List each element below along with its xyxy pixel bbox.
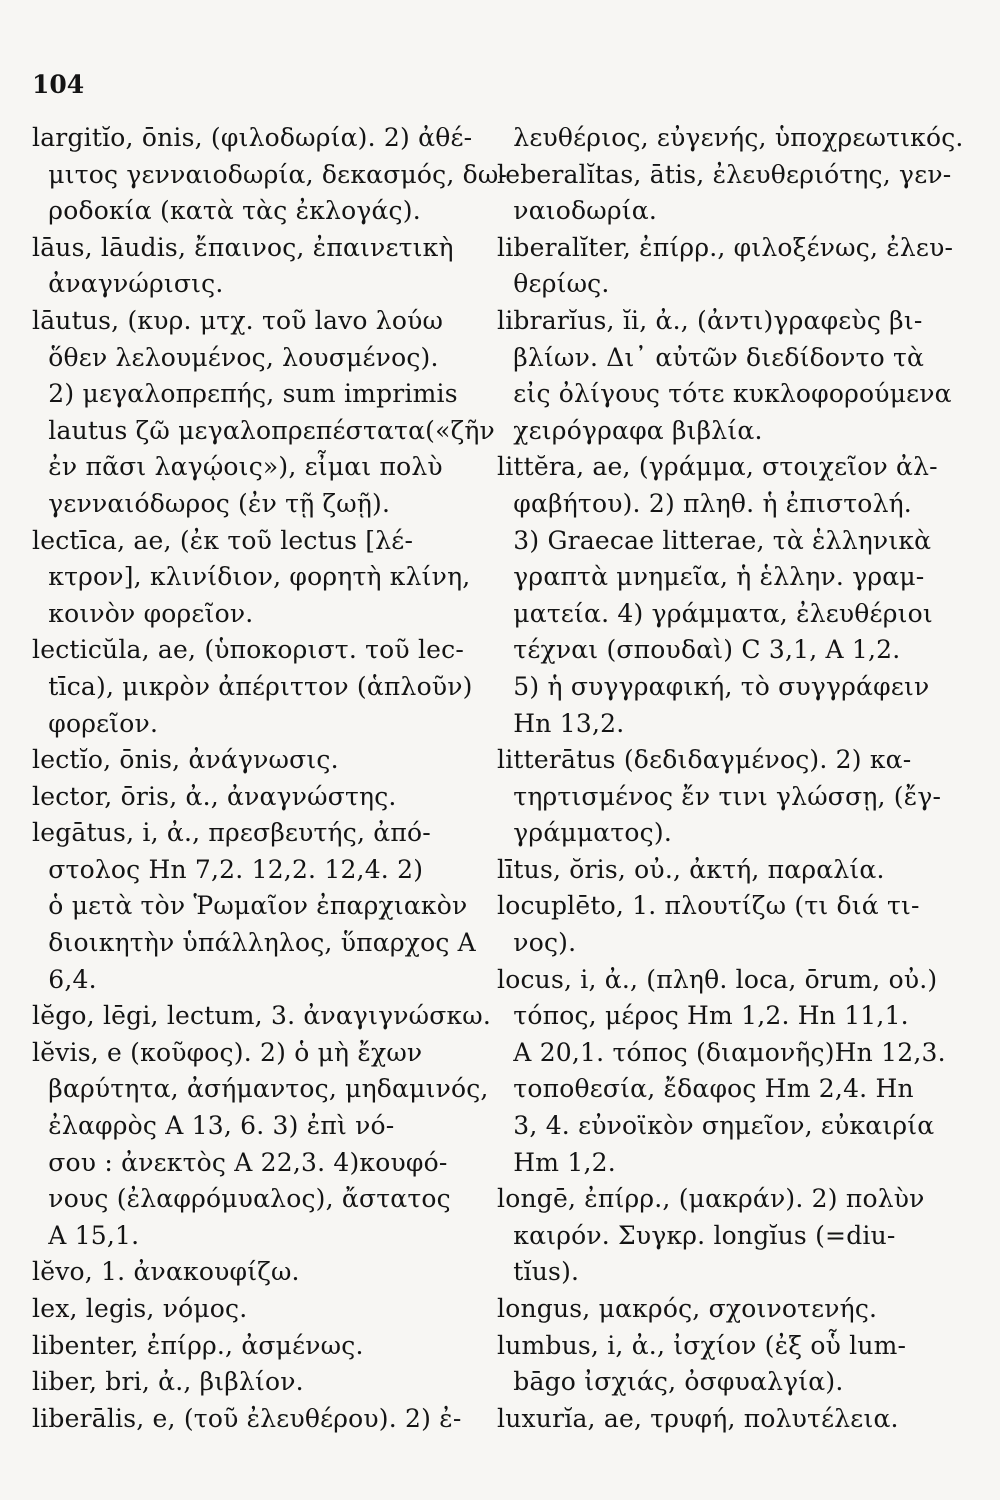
entry-line: librarĭus, ĭi, ἀ., (ἀντι)γραφεὺς βι- [497, 305, 923, 335]
entry-line: lāus, lāudis, ἔπαινος, ἐπαινετικὴ [32, 232, 454, 262]
entry-line: 5) ἡ συγγραφική, τὸ συγγράφειν [497, 671, 930, 701]
entry-line: lex, legis, νόμος. [32, 1294, 248, 1323]
entry-line: lector, ōris, ἀ., ἀναγνώστης. [32, 781, 397, 811]
entry-line: 6,4. [32, 964, 97, 994]
entry-line: lĕvo, 1. ἀνακουφίζω. [32, 1257, 300, 1287]
entry-line: lectĭo, ōnis, ἀνάγνωσις. [32, 745, 339, 775]
entry-line: liberalĭter, ἐπίρρ., φιλοξένως, ἐλευ- [497, 232, 954, 262]
entry-line: φορεῖον. [32, 708, 159, 738]
entry-line: νους (ἐλαφρόμυαλος), ἄστατος [32, 1184, 451, 1214]
entry-line: locuplēto, 1. πλουτίζω (τι διά τι- [497, 891, 920, 921]
entry-line: γενναιόδωρος (ἐν τῇ ζωῇ). [32, 488, 391, 518]
entry-line: longus, μακρός, σχοινοτενής. [497, 1294, 878, 1323]
entry-line: locus, i, ἀ., (πληθ. loca, ōrum, οὐ.) [497, 964, 938, 994]
entry-line: θερίως. [497, 269, 610, 299]
right-column [497, 120, 964, 1437]
entry-line: φαβήτου). 2) πληθ. ἡ ἐπιστολή. [497, 488, 912, 518]
entry-line: legātus, i, ἀ., πρεσβευτής, ἀπό- [32, 818, 431, 848]
entry-line: κοινὸν φορεῖον. [32, 598, 254, 628]
entry-line: liber, bri, ἀ., βιβλίον. [32, 1367, 304, 1397]
entry-line: εἰς ὀλίγους τότε κυκλοφορούμενα [497, 379, 952, 409]
entry-line: lĕgo, lēgi, lectum, 3. ἀναγιγνώσκω. [32, 1001, 492, 1031]
entry-line: στολος Hn 7,2. 12,2. 12,4. 2) [32, 854, 424, 884]
entry-line: lectīca, ae, (ἐκ τοῦ lectus [λέ- [32, 525, 414, 555]
entry-line: γράμματος). [497, 818, 672, 848]
entry-line: 3) Graecae litterae, τὰ ἑλληνικὰ [497, 525, 932, 555]
entry-line: χειρόγραφα βιβλία. [497, 415, 763, 445]
entry-line: lĕvis, e (κοῦφος). 2) ὁ μὴ ἔχων [32, 1037, 423, 1067]
entry-line: ὅθεν λελουμένος, λουσμένος). [32, 342, 439, 372]
entry-line: lautus ζῶ μεγαλοπρεπέστατα(«ζῆν [32, 415, 495, 445]
entry-line: littĕra, ae, (γράμμα, στοιχεῖον ἀλ- [497, 452, 938, 482]
entry-line: τοποθεσία, ἔδαφος Hm 2,4. Hn [497, 1074, 914, 1104]
entry-line: βαρύτητα, ἀσήμαντος, μηδαμινός, [32, 1074, 489, 1104]
entry-line: σου : ἀνεκτὸς A 22,3. 4)κουφό- [32, 1147, 448, 1177]
page-number: 104 [32, 70, 85, 99]
entry-line: longē, ἐπίρρ., (μακράν). 2) πολὺν [497, 1184, 925, 1214]
entry-line: ἐλαφρὸς A 13, 6. 3) ἐπὶ νό- [32, 1111, 395, 1141]
entry-line: tĭus). [497, 1257, 580, 1287]
entry-line: τηρτισμένος ἔν τινι γλώσσῃ, (ἔγ- [497, 781, 942, 811]
entry-line: μιτος γενναιοδωρία, δεκασμός, δω- [32, 159, 508, 189]
entry-line: tīca), μικρὸν ἀπέριττον (ἁπλοῦν) [32, 671, 473, 701]
entry-line: ἐν πᾶσι λαγῴοις»), εἶμαι πολὺ [32, 452, 443, 482]
entry-line: leberalĭtas, ātis, ἐλευθεριότης, γεν- [497, 159, 952, 189]
entry-line: luxurĭa, ae, τρυφή, πολυτέλεια. [497, 1403, 899, 1433]
entry-line: lecticŭla, ae, (ὑποκοριστ. τοῦ lec- [32, 635, 464, 665]
entry-line: largitĭo, ōnis, (φιλοδωρία). 2) ἀθέ- [32, 123, 473, 152]
entry-line: λευθέριος, εὐγενής, ὑποχρεωτικός. [497, 123, 964, 152]
entry-line: lītus, ŏris, οὐ., ἀκτή, παραλία. [497, 854, 885, 884]
entry-line: τέχναι (σπουδαὶ) C 3,1, A 1,2. [497, 635, 901, 665]
entry-line: bāgo ἰσχιάς, ὀσφυαλγία). [497, 1367, 844, 1397]
entry-line: A 20,1. τόπος (διαμονῆς)Hn 12,3. [497, 1037, 946, 1067]
entry-line: libenter, ἐπίρρ., ἀσμένως. [32, 1330, 364, 1360]
entry-line: 2) μεγαλοπρεπής, sum imprimis [32, 379, 458, 409]
entry-line: τόπος, μέρος Hm 1,2. Hn 11,1. [497, 1001, 909, 1031]
entry-line: ἀναγνώρισις. [32, 269, 224, 299]
entry-line: διοικητὴν ὑπάλληλος, ὕπαρχος A [32, 928, 476, 958]
entry-line: γραπτὰ μνημεῖα, ἡ ἑλλην. γραμ- [497, 562, 925, 592]
entry-line: liberālis, e, (τοῦ ἐλευθέρου). 2) ἐ- [32, 1403, 462, 1433]
entry-line: Hn 13,2. [497, 708, 625, 738]
entry-line: ναιοδωρία. [497, 196, 657, 226]
entry-line: ὁ μετὰ τὸν Ῥωμαῖον ἐπαρχιακὸν [32, 891, 468, 921]
entry-line: litterātus (δεδιδαγμένος). 2) κα- [497, 745, 912, 775]
entry-line: A 15,1. [32, 1220, 140, 1250]
entry-line: ματεία. 4) γράμματα, ἐλευθέριοι [497, 598, 933, 628]
entry-line: βλίων. Δι᾽ αὐτῶν διεδίδοντο τὰ [497, 342, 925, 372]
entry-line: lumbus, i, ἀ., ἰσχίον (ἐξ οὗ lum- [497, 1330, 907, 1360]
left-column [32, 120, 508, 1437]
entry-line: κτρον], κλινίδιον, φορητὴ κλίνη, [32, 562, 471, 592]
entry-line: 3, 4. εὐνοϊκὸν σημεῖον, εὐκαιρία [497, 1111, 935, 1141]
entry-line: καιρόν. Συγκρ. longĭus (=diu- [497, 1220, 896, 1250]
entry-line: νος). [497, 928, 577, 958]
entry-line: ροδοκία (κατὰ τὰς ἐκλογάς). [32, 196, 421, 226]
entry-line: lāutus, (κυρ. μτχ. τοῦ lavo λούω [32, 305, 444, 335]
entry-line: Hm 1,2. [497, 1147, 616, 1177]
